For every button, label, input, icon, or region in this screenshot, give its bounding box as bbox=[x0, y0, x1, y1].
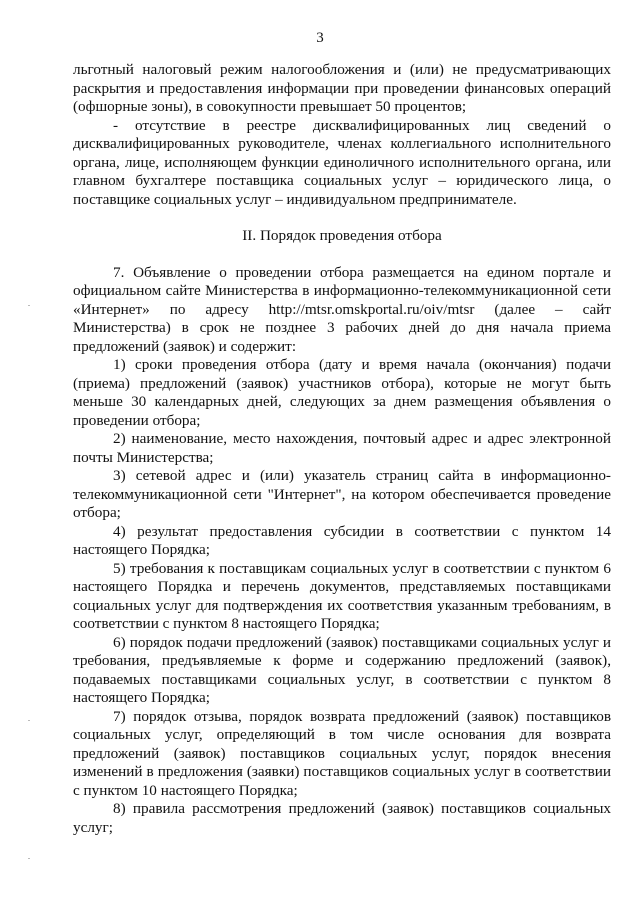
paragraph-disqualified-registry: - отсутствие в реестре дисквалифицированных лиц сведений о дисквалифицированных руководителе, членах коллегиального исполнительного органа, лице, исполняющем функции единоличного исполнительного органа, или главном бухгалтере поставщика социальных услуг – юридического лица, о поставщике социальных услуг – индивидуальном предпринимателе. bbox=[73, 116, 611, 208]
clause-7-item-6: 6) порядок подачи предложений (заявок) поставщиками социальных услуг и требования, предъявляемые к форме и содержанию предложений (заявок), подаваемых поставщиками социальных услуг, в соответствии с пунктом 8 настоящего Порядка; bbox=[73, 633, 611, 706]
scan-mark bbox=[28, 305, 30, 306]
section-heading: II. Порядок проведения отбора bbox=[242, 227, 442, 244]
clause-7-item-1: 1) сроки проведения отбора (дату и время начала (окончания) подачи (приема) предложений (заявок) участников отбора), которые не могут быть меньше 30 календарных дней, следующих за днем размещения объявления о проведении отбора; bbox=[73, 356, 611, 429]
clause-7-item-3: 3) сетевой адрес и (или) указатель страниц сайта в информационно-телекоммуникационной сети "Интернет", на котором обеспечивается проведение отбора; bbox=[73, 467, 611, 521]
clause-7-item-5: 5) требования к поставщикам социальных услуг в соответствии с пунктом 6 настоящего Порядка и перечень документов, представляемых поставщиками социальных услуг для подтверждения их соответствия указанным требованиям, в соответствии с пунктом 8 настоящего Порядка; bbox=[73, 559, 611, 632]
clause-7-item-4: 4) результат предоставления субсидии в соответствии с пунктом 14 настоящего Порядка; bbox=[73, 522, 611, 558]
paragraph-continuation: льготный налоговый режим налогообложения и (или) не предусматривающих раскрытия и предоставления информации при проведении финансовых операций (офшорные зоны), в совокупности превышает 50 процентов; bbox=[73, 61, 611, 115]
document-body bbox=[73, 61, 611, 837]
page-number: 3 bbox=[316, 30, 324, 46]
scan-mark bbox=[28, 858, 30, 859]
clause-7-intro: 7. Объявление о проведении отбора размещается на едином портале и официальном сайте Министерства в информационно-телекоммуникационной сети «Интернет» по адресу http://mtsr.omskportal.ru/oiv/mtsr (далее – сайт Министерства) в срок не позднее 3 рабочих дней до дня начала приема предложений (заявок) и содержит: bbox=[73, 263, 611, 355]
clause-7-item-7: 7) порядок отзыва, порядок возврата предложений (заявок) поставщиков социальных услуг, определяющий в том числе основания для возврата предложений (заявок) поставщиков социальных услуг, порядок внесения изменений в предложения (заявки) поставщиков социальных услуг в соответствии с пунктом 10 настоящего Порядка; bbox=[73, 707, 611, 799]
clause-7-item-8: 8) правила рассмотрения предложений (заявок) поставщиков социальных услуг; bbox=[73, 800, 611, 836]
clause-7-item-2: 2) наименование, место нахождения, почтовый адрес и адрес электронной почты Министерства; bbox=[73, 430, 611, 466]
scan-mark bbox=[28, 720, 30, 721]
